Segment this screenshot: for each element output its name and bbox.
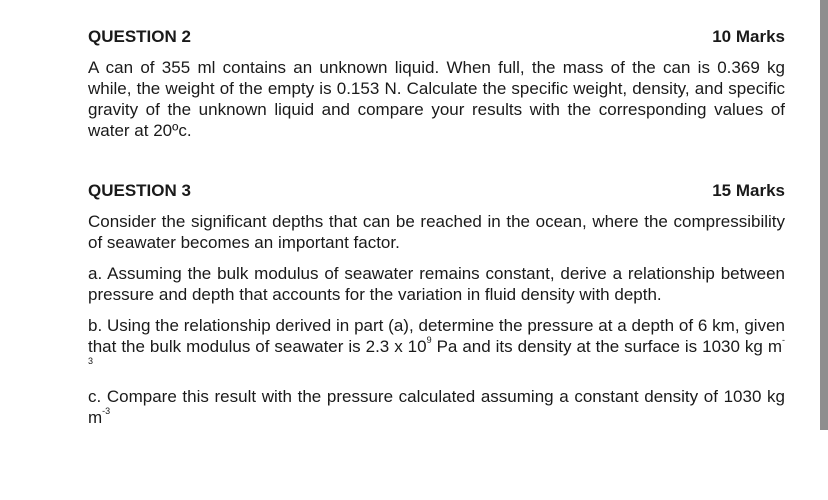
question-3-title: QUESTION 3 (88, 181, 191, 200)
question-3-part-a: a. Assuming the bulk modulus of seawater remains constant, derive a relationship between pressure and depth that accounts for the variation in fluid density with depth. (88, 264, 785, 304)
question-2-text: A can of 355 ml contains an unknown liquid. When full, the mass of the can is 0.369 kg while, the weight of the empty is 0.153 N. Calculate the specific weight, density, and specific gravity of the unknown liquid and compare your results with the corresponding values of water at 20ºc. (88, 58, 785, 140)
question-3-part-c (88, 386, 785, 428)
part-b-text-1: b. Using the relationship derived in part (a), determine the pressure at a depth of 6 km, given that the bulk modulus of seawater is 2.3 x 10 (88, 316, 785, 356)
part-c-text-1: c. Compare this result with the pressure calculated assuming a constant density of 1030 kg m (88, 387, 785, 427)
part-b-text-2: Pa and its density at the surface is 1030 kg m (431, 337, 783, 356)
question-3-intro: Consider the significant depths that can be reached in the ocean, where the compressibility of seawater becomes an important factor. (88, 212, 785, 252)
question-3-marks: 15 Marks (712, 181, 785, 200)
part-c-exponent-1: -3 (102, 406, 111, 417)
vertical-scrollbar[interactable] (820, 0, 828, 430)
question-2-header (88, 27, 785, 47)
part-b-exponent-2: -3 (88, 335, 786, 367)
question-2-title: QUESTION 2 (88, 27, 191, 46)
question-2-marks: 10 Marks (712, 27, 785, 46)
question-3-header (88, 181, 785, 201)
question-3-part-b (88, 315, 785, 378)
part-b-exponent-1: 9 (426, 335, 432, 346)
